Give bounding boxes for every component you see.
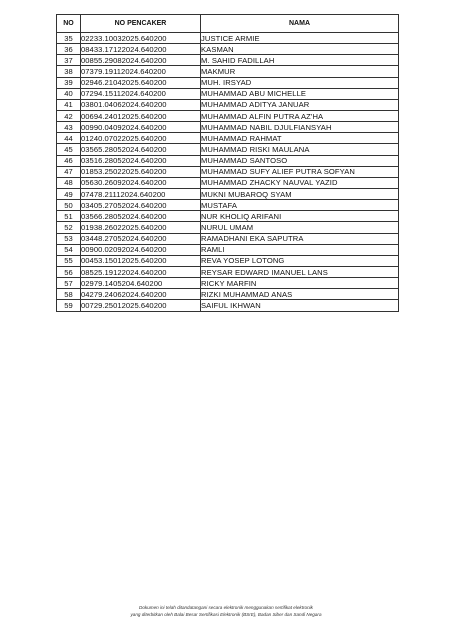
row-number: 36 [57, 44, 81, 55]
table-row [57, 110, 399, 121]
applicant-name: MUSTAFA [201, 200, 399, 211]
pencaker-number: 00900.02092024.640200 [81, 244, 201, 255]
row-number: 40 [57, 88, 81, 99]
row-number: 42 [57, 110, 81, 121]
row-number: 37 [57, 55, 81, 66]
applicant-name: MUHAMMAD ADITYA JANUAR [201, 99, 399, 110]
row-number: 47 [57, 166, 81, 177]
applicant-name: NURUL UMAM [201, 222, 399, 233]
table-row [57, 300, 399, 311]
header-nama: NAMA [201, 15, 399, 33]
table-row [57, 266, 399, 277]
table-row [57, 66, 399, 77]
applicant-name: MUH. IRSYAD [201, 77, 399, 88]
table-row [57, 222, 399, 233]
row-number: 54 [57, 244, 81, 255]
pencaker-number: 02946.21042025.640200 [81, 77, 201, 88]
applicant-name: JUSTICE ARMIE [201, 33, 399, 44]
footer-line-1: Dokumen ini telah ditandatangani secara elektronik menggunakan sertifikat elektronik [139, 605, 313, 610]
applicant-name: SAIFUL IKHWAN [201, 300, 399, 311]
applicant-name: MUKNI MUBAROQ SYAM [201, 188, 399, 199]
header-no-pencaker: NO PENCAKER [81, 15, 201, 33]
pencaker-number: 03405.27052024.640200 [81, 200, 201, 211]
pencaker-number: 00729.25012025.640200 [81, 300, 201, 311]
table-row [57, 77, 399, 88]
row-number: 52 [57, 222, 81, 233]
applicant-name: REVA YOSEP LOTONG [201, 255, 399, 266]
table-row [57, 177, 399, 188]
pencaker-number: 01240.07022025.640200 [81, 133, 201, 144]
pencaker-number: 03801.04062024.640200 [81, 99, 201, 110]
pencaker-number: 03448.27052024.640200 [81, 233, 201, 244]
applicant-name: MUHAMMAD ALFIN PUTRA AZ'HA [201, 110, 399, 121]
table-row [57, 144, 399, 155]
row-number: 49 [57, 188, 81, 199]
table-row [57, 122, 399, 133]
table-row [57, 244, 399, 255]
header-no: NO [57, 15, 81, 33]
applicant-name: MAKMUR [201, 66, 399, 77]
applicant-name: MUHAMMAD ZHACKY NAUVAL YAZID [201, 177, 399, 188]
row-number: 45 [57, 144, 81, 155]
pencaker-number: 04279.24062024.640200 [81, 289, 201, 300]
pencaker-number: 01938.26022025.640200 [81, 222, 201, 233]
table-row [57, 55, 399, 66]
pencaker-number: 02979.1405204.640200 [81, 278, 201, 289]
table-row [57, 255, 399, 266]
row-number: 58 [57, 289, 81, 300]
applicant-name: MUHAMMAD NABIL DJULFIANSYAH [201, 122, 399, 133]
pencaker-number: 00855.29082024.640200 [81, 55, 201, 66]
table-row [57, 188, 399, 199]
pencaker-number: 03565.28052024.640200 [81, 144, 201, 155]
table-row [57, 99, 399, 110]
pencaker-number: 03516.28052024.640200 [81, 155, 201, 166]
row-number: 46 [57, 155, 81, 166]
table-row [57, 289, 399, 300]
table-row [57, 88, 399, 99]
row-number: 44 [57, 133, 81, 144]
table-row [57, 133, 399, 144]
pencaker-number: 03566.28052024.640200 [81, 211, 201, 222]
pencaker-number: 05630.26092024.640200 [81, 177, 201, 188]
applicant-name: KASMAN [201, 44, 399, 55]
table-row [57, 166, 399, 177]
row-number: 50 [57, 200, 81, 211]
table-row [57, 278, 399, 289]
pencaker-number: 02233.10032025.640200 [81, 33, 201, 44]
row-number: 57 [57, 278, 81, 289]
applicant-name: MUHAMMAD ABU MICHELLE [201, 88, 399, 99]
row-number: 51 [57, 211, 81, 222]
row-number: 38 [57, 66, 81, 77]
row-number: 56 [57, 266, 81, 277]
applicant-table [56, 14, 399, 312]
row-number: 53 [57, 233, 81, 244]
footer-line-2: yang diterbitkan oleh Balai Besar Sertifikasi Elektronik (BSrE), Badan Siber dan Sandi Negara [130, 612, 322, 617]
applicant-name: M. SAHID FADILLAH [201, 55, 399, 66]
applicant-name: REYSAR EDWARD IMANUEL LANS [201, 266, 399, 277]
applicant-name: MUHAMMAD SUFY ALIEF PUTRA SOFYAN [201, 166, 399, 177]
pencaker-number: 08433.17122024.640200 [81, 44, 201, 55]
table-row [57, 211, 399, 222]
table-row [57, 233, 399, 244]
table-body [57, 33, 399, 312]
pencaker-number: 00990.04092024.640200 [81, 122, 201, 133]
table-row [57, 200, 399, 211]
table-header-row [57, 15, 399, 33]
pencaker-number: 07478.21112024.640200 [81, 188, 201, 199]
table-row [57, 155, 399, 166]
row-number: 35 [57, 33, 81, 44]
applicant-name: RAMADHANI EKA SAPUTRA [201, 233, 399, 244]
pencaker-number: 00453.15012025.640200 [81, 255, 201, 266]
applicant-name: MUHAMMAD SANTOSO [201, 155, 399, 166]
row-number: 39 [57, 77, 81, 88]
signature-footer [0, 604, 452, 618]
pencaker-number: 00694.24012025.640200 [81, 110, 201, 121]
pencaker-number: 01853.25022025.640200 [81, 166, 201, 177]
applicant-name: MUHAMMAD RAHMAT [201, 133, 399, 144]
row-number: 59 [57, 300, 81, 311]
row-number: 43 [57, 122, 81, 133]
pencaker-number: 08525.19122024.640200 [81, 266, 201, 277]
row-number: 48 [57, 177, 81, 188]
table-row [57, 44, 399, 55]
applicant-name: NUR KHOLIQ ARIFANI [201, 211, 399, 222]
row-number: 55 [57, 255, 81, 266]
applicant-name: MUHAMMAD RISKI MAULANA [201, 144, 399, 155]
applicant-name: RICKY MARFIN [201, 278, 399, 289]
row-number: 41 [57, 99, 81, 110]
applicant-name: RIZKI MUHAMMAD ANAS [201, 289, 399, 300]
applicant-name: RAMLI [201, 244, 399, 255]
table-row [57, 33, 399, 44]
pencaker-number: 07379.19112024.640200 [81, 66, 201, 77]
pencaker-number: 07294.15112024.640200 [81, 88, 201, 99]
